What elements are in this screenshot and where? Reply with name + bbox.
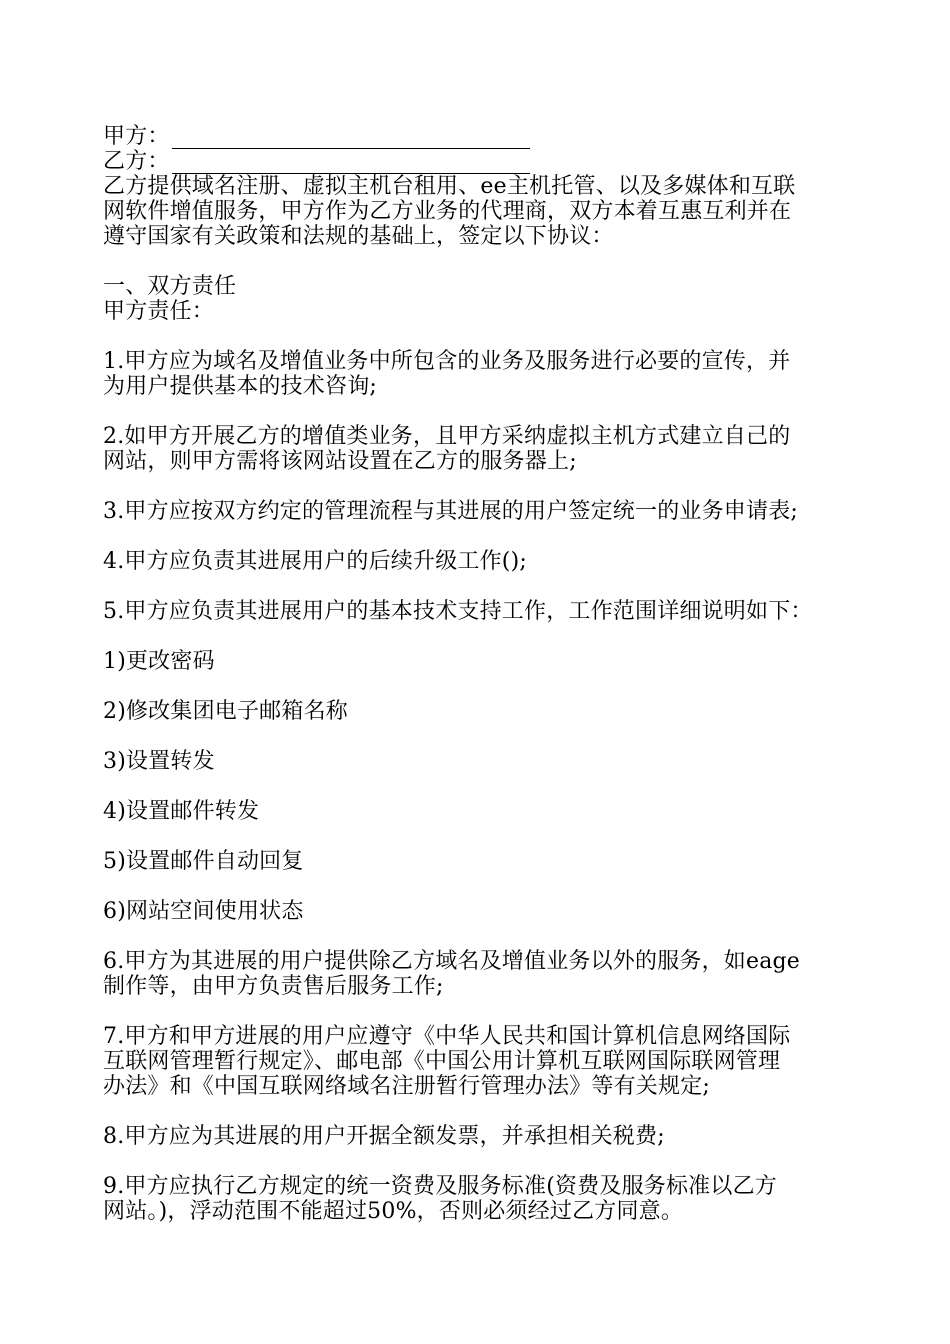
section-subtitle: 甲方责任：: [103, 299, 215, 324]
sub-item: 1)更改密码: [103, 649, 215, 674]
clause-7: 7.甲方和甲方进展的用户应遵守《中华人民共和国计算机信息网络国际: [103, 1024, 791, 1049]
clause-9: 网站。)，浮动范围不能超过50%，否则必须经过乙方同意。: [103, 1199, 684, 1224]
party-b-blank: [172, 153, 530, 174]
clause-2: 网站，则甲方需将该网站设置在乙方的服务器上;: [103, 449, 577, 474]
intro-line: 网软件增值服务，甲方作为乙方业务的代理商，双方本着互惠互利并在: [103, 199, 792, 224]
clause-6: 6.甲方为其进展的用户提供除乙方域名及增值业务以外的服务，如eage: [103, 949, 801, 974]
clause-9: 9.甲方应执行乙方规定的统一资费及服务标准(资费及服务标准以乙方: [103, 1174, 777, 1199]
sub-item: 4)设置邮件转发: [103, 799, 260, 824]
document-body: [103, 124, 853, 1224]
clause-1: 1.甲方应为域名及增值业务中所包含的业务及服务进行必要的宣传，并: [103, 349, 791, 374]
party-b-field: [103, 149, 853, 174]
clause-7: 互联网管理暂行规定》、邮电部《中国公用计算机互联网国际联网管理: [103, 1049, 781, 1074]
sub-item: 3)设置转发: [103, 749, 215, 774]
clause-5: 5.甲方应负责其进展用户的基本技术支持工作，工作范围详细说明如下：: [103, 599, 813, 624]
section-title: 一、双方责任: [103, 274, 237, 299]
sub-item: 2)修改集团电子邮箱名称: [103, 699, 348, 724]
clause-7: 办法》和《中国互联网络域名注册暂行管理办法》等有关规定;: [103, 1074, 711, 1099]
party-a-blank: [172, 128, 530, 149]
clause-4: 4.甲方应负责其进展用户的后续升级工作();: [103, 549, 527, 574]
sub-item: 6)网站空间使用状态: [103, 899, 304, 924]
clause-3: 3.甲方应按双方约定的管理流程与其进展的用户签定统一的业务申请表;: [103, 499, 799, 524]
intro-line: 乙方提供域名注册、虚拟主机台租用、ee主机托管、以及多媒体和互联: [103, 174, 796, 199]
intro-line: 遵守国家有关政策和法规的基础上，签定以下协议：: [103, 224, 614, 249]
clause-1: 为用户提供基本的技术咨询;: [103, 374, 378, 399]
party-a-label: 甲方：: [103, 124, 170, 149]
clause-2: 2.如甲方开展乙方的增值类业务，且甲方采纳虚拟主机方式建立自己的: [103, 424, 791, 449]
party-b-label: 乙方：: [103, 149, 170, 174]
sub-item: 5)设置邮件自动回复: [103, 849, 304, 874]
clause-8: 8.甲方应为其进展的用户开据全额发票，并承担相关税费;: [103, 1124, 665, 1149]
party-a-field: [103, 124, 853, 149]
clause-6: 制作等，由甲方负责售后服务工作;: [103, 974, 444, 999]
